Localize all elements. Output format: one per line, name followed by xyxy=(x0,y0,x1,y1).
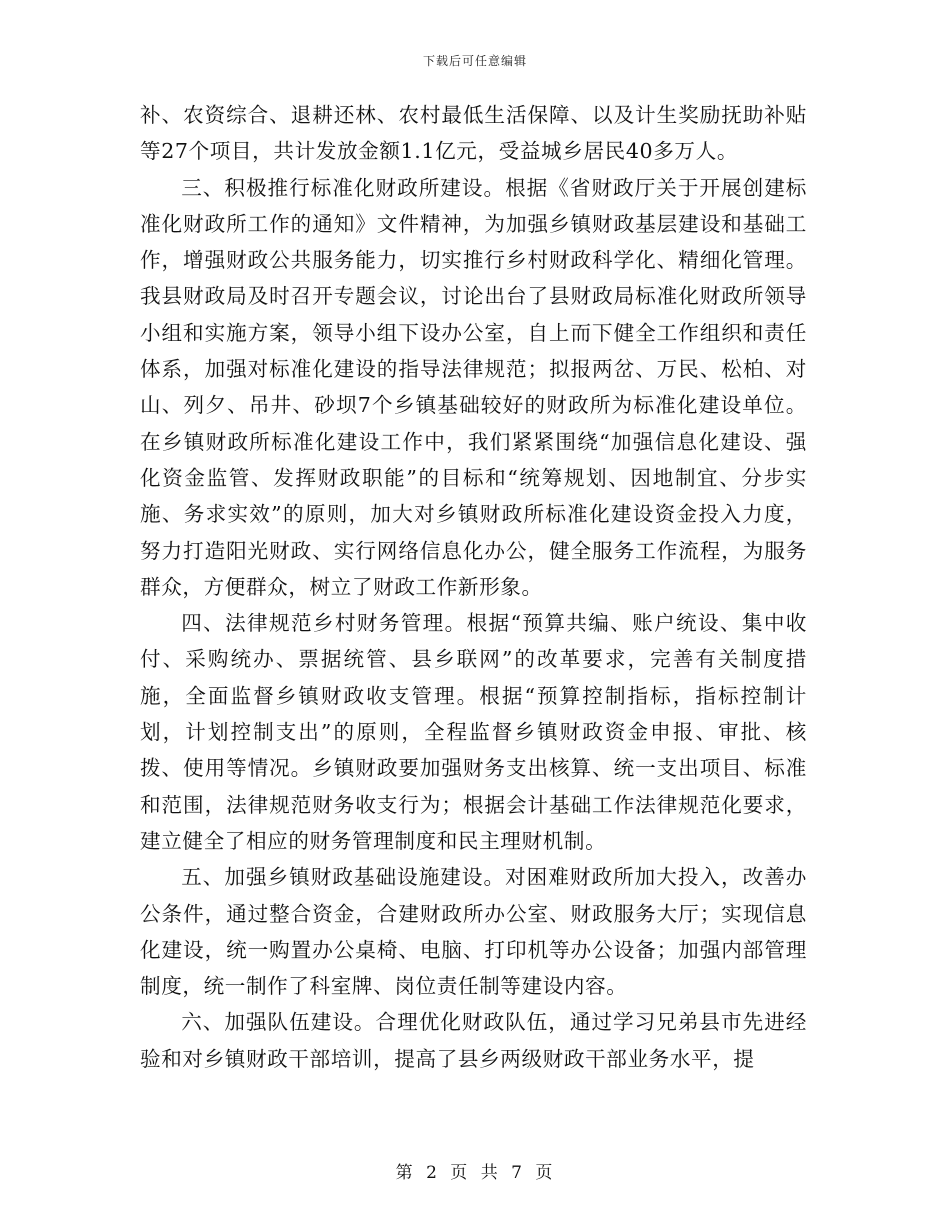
paragraph-section-six: 六、加强队伍建设。合理优化财政队伍，通过学习兄弟县市先进经验和对乡镇财政干部培训，提高了县乡两级财政干部业务水平，提 xyxy=(140,1010,807,1071)
paragraph-continuation: 补、农资综合、退耕还林、农村最低生活保障、以及计生奖励抚助补贴等27个项目，共计发放金额1.1亿元，受益城乡居民40多万人。 xyxy=(140,103,807,164)
document-body xyxy=(140,97,807,1077)
paragraph-section-three: 三、积极推行标准化财政所建设。根据《省财政厅关于开展创建标准化财政所工作的通知》文件精神，为加强乡镇财政基层建设和基础工作，增强财政公共服务能力，切实推行乡村财政科学化、精细化管理。我县财政局及时召开专题会议，讨论出台了县财政局标准化财政所领导小组和实施方案，领导小组下设办公室，自上而下健全工作组织和责任体系，加强对标准化建设的指导法律规范；拟报两岔、万民、松柏、对山、列夕、吊井、砂坝7个乡镇基础较好的财政所为标准化建设单位。在乡镇财政所标准化建设工作中，我们紧紧围绕“加强信息化建设、强化资金监管、发挥财政职能”的目标和“统筹规划、因地制宜、分步实施、务求实效”的原则，加大对乡镇财政所标准化建设资金投入力度，努力打造阳光财政、实行网络信息化办公，健全服务工作流程，为服务群众，方便群众，树立了财政工作新形象。 xyxy=(140,175,807,599)
paragraph-section-four: 四、法律规范乡村财务管理。根据“预算共编、账户统设、集中收付、采购统办、票据统管、县乡联网”的改革要求，完善有关制度措施，全面监督乡镇财政收支管理。根据“预算控制指标，指标控制计划，计划控制支出”的原则，全程监督乡镇财政资金申报、审批、核拨、使用等情况。乡镇财政要加强财务支出核算、统一支出项目、标准和范围，法律规范财务收支行为；根据会计基础工作法律规范化要求，建立健全了相应的财务管理制度和民主理财机制。 xyxy=(140,611,807,853)
page-footer: 第 2 页 共 7 页 xyxy=(395,1163,555,1183)
paragraph-section-five: 五、加强乡镇财政基础设施建设。对困难财政所加大投入，改善办公条件，通过整合资金，合建财政所办公室、财政服务大厅；实现信息化建设，统一购置办公桌椅、电脑、打印机等办公设备；加强内部管理制度，统一制作了科室牌、岗位责任制等建设内容。 xyxy=(140,865,807,999)
page-header: 下载后可任意编辑 xyxy=(422,54,527,68)
